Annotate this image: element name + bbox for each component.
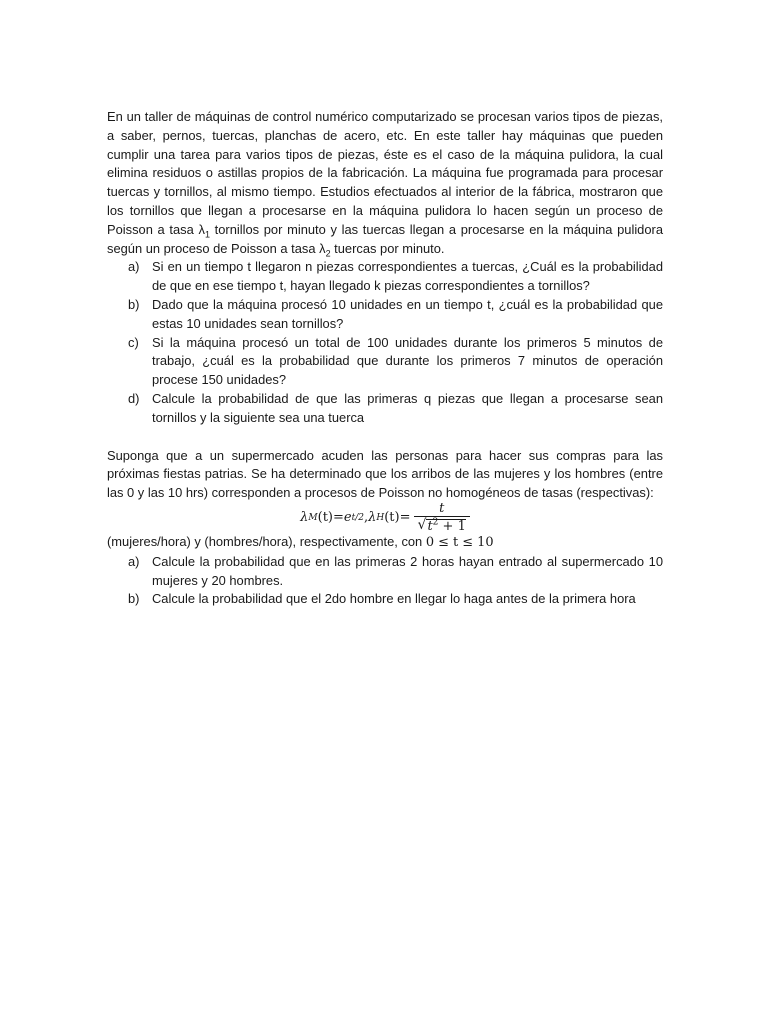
lambda-symbol: λ: [368, 509, 377, 525]
formula-arg: (t): [384, 509, 400, 525]
question-text: Dado que la máquina procesó 10 unidades en un tiempo t, ¿cuál es la probabilidad que estas 10 unidades sean tornillos?: [152, 296, 663, 331]
fraction-numerator: t: [439, 501, 445, 517]
paragraph-gap: [107, 428, 663, 447]
formula-arg: (t): [317, 509, 333, 525]
equals-sign: =: [333, 509, 344, 525]
units-text: (mujeres/hora) y (hombres/hora), respectivamente, con: [107, 533, 426, 549]
question-1a: [107, 258, 663, 296]
equals-sign: =: [399, 509, 411, 525]
fraction-denominator: [414, 516, 470, 534]
subscript-h: H: [376, 512, 385, 523]
problem1-intro: [107, 108, 663, 258]
sqrt-symbol: √: [417, 517, 427, 534]
exp-base: e: [343, 509, 352, 525]
problem2-questions: [107, 553, 663, 609]
question-text: Calcule la probabilidad que en las primeras 2 horas hayan entrado al supermercado 10 mujeres y 20 hombres.: [152, 553, 663, 588]
question-text: Calcule la probabilidad de que las primeras q piezas que llegan a procesarse sean tornillos y la siguiente sea una tuerca: [152, 390, 663, 425]
list-marker: a): [128, 259, 140, 275]
question-1b: [107, 296, 663, 334]
exp-power: t/2: [351, 512, 364, 523]
lambda-symbol: λ: [300, 509, 309, 525]
question-text: Calcule la probabilidad que el 2do hombre en llegar lo haga antes de la primera hora: [152, 591, 636, 607]
intro-text-part-a: En un taller de máquinas de control numérico computarizado se procesan varios tipos de piezas, a saber, pernos, tuercas, planchas de acero, etc. En este taller hay máquinas que pueden cumplir una tarea para varios tipos de piezas, éste es el caso de la máquina pulidora, la cual elimina residuos o astillas propios de la fabricación. La máquina fue programada para procesar tuercas y tornillos, al mismo tiempo. Estudios efectuados al interior de la fábrica, mostraron que los tornillos que llegan a procesarse en la máquina pulidora lo hacen según un proceso de Poisson a tasa λ: [107, 109, 663, 237]
list-marker: b): [128, 591, 140, 607]
intro-text-part-c: tuercas por minuto.: [330, 240, 445, 256]
question-text: Si en un tiempo t llegaron n piezas correspondientes a tuercas, ¿Cuál es la probabilidad de que en ese tiempo t, hayan llegado k piezas correspondientes a tornillos?: [152, 259, 663, 294]
question-1d: [107, 390, 663, 428]
question-1c: [107, 334, 663, 390]
question-2a: [107, 553, 663, 591]
lambda2-subscript: 2: [325, 248, 331, 259]
rate-formula: [107, 499, 663, 537]
question-2b: [107, 590, 663, 609]
intro-text-part-b: tornillos por minuto y las tuercas llegan a procesarse en la máquina pulidora según un proceso de Poisson a tasa λ: [107, 221, 663, 256]
time-range: 0 ≤ t ≤ 10: [425, 534, 494, 550]
lambda1-subscript: 1: [204, 229, 210, 240]
list-marker: c): [128, 334, 139, 350]
formula-comma: ,: [363, 509, 369, 525]
radicand-rest: + 1: [438, 519, 466, 535]
list-marker: a): [128, 553, 140, 569]
document-body: [107, 108, 663, 609]
fraction: [414, 501, 470, 534]
problem2-intro: Suponga que a un supermercado acuden las personas para hacer sus compras para las próximas fiestas patrias. Se ha determinado que los arribos de las mujeres y los hombres (entre las 0 y las 10 hrs) corresponden a procesos de Poisson no homogéneos de tasas (respectivas):: [107, 447, 663, 501]
subscript-m: M: [308, 512, 318, 523]
square-root: [418, 517, 466, 534]
radicand-variable: t: [427, 519, 433, 535]
list-marker: d): [128, 390, 140, 406]
question-text: Si la máquina procesó un total de 100 unidades durante los primeros 5 minutos de trabajo, ¿cuál es la probabilidad que durante los primeros 7 minutos de operación procese 150 unidades?: [152, 334, 663, 388]
list-marker: b): [128, 296, 140, 312]
problem1-questions: [107, 258, 663, 427]
units-line: [107, 533, 663, 553]
radicand-power: 2: [432, 518, 439, 529]
